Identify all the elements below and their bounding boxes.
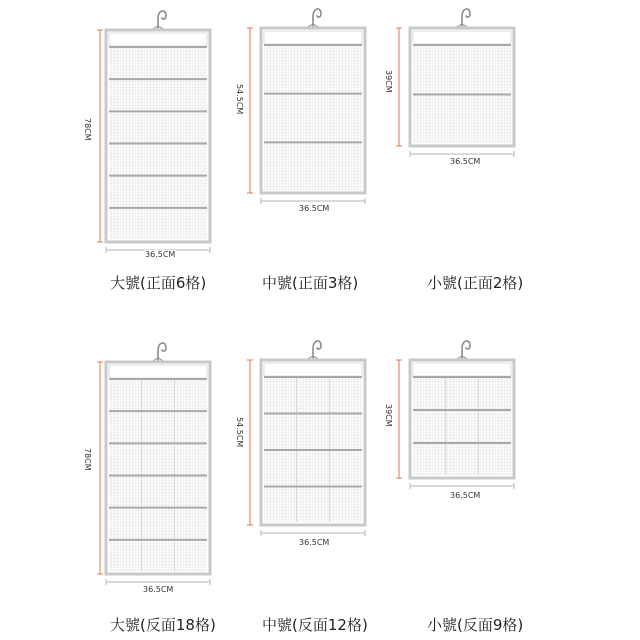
organizer-caption: 小號(正面2格) <box>427 274 524 292</box>
height-label: 39CM <box>384 404 393 427</box>
hanger-strap <box>455 24 469 28</box>
organizer-caption: 大號(正面6格) <box>110 274 207 292</box>
pocket-row <box>109 507 207 539</box>
height-label: 78CM <box>83 448 92 471</box>
organizer-frame <box>106 362 210 574</box>
organizer-caption: 中號(正面3格) <box>262 274 359 292</box>
hanger-strap <box>151 26 165 30</box>
width-label: 36.5CM <box>299 538 330 547</box>
pocket-row <box>264 413 362 450</box>
height-label: 54.5CM <box>235 417 244 448</box>
hanger-hook-icon <box>158 11 166 28</box>
height-label: 39CM <box>384 70 393 93</box>
hanger-hook-icon <box>462 341 470 358</box>
organizer-caption: 大號(反面18格) <box>110 616 216 634</box>
pocket-row <box>413 94 511 144</box>
pocket-row <box>109 110 207 142</box>
pocket-row <box>109 207 207 239</box>
pocket-row <box>109 78 207 110</box>
width-label: 36.5CM <box>450 157 481 166</box>
top-band <box>109 33 207 46</box>
hanger-strap <box>306 24 320 28</box>
hanger-strap <box>151 358 165 362</box>
pocket-row <box>413 376 511 409</box>
pocket-row <box>264 486 362 523</box>
pocket-row <box>109 378 207 410</box>
organizer-frame <box>410 28 514 146</box>
height-label: 54.5CM <box>235 84 244 115</box>
organizer-frame <box>261 360 365 525</box>
organizer-caption: 中號(反面12格) <box>262 616 368 634</box>
top-band <box>413 31 511 44</box>
organizer-frame <box>410 360 514 478</box>
pocket-row <box>264 141 362 190</box>
hanger-strap <box>455 356 469 360</box>
pocket-row <box>109 410 207 442</box>
top-band <box>264 363 362 376</box>
organizer-caption: 小號(反面9格) <box>427 616 524 634</box>
hanger-hook-icon <box>313 9 321 26</box>
pocket-row <box>264 93 362 142</box>
width-label: 36.5CM <box>145 250 176 259</box>
pocket-row <box>264 376 362 413</box>
pocket-row <box>109 475 207 507</box>
height-label: 78CM <box>83 118 92 141</box>
organizer-frame <box>261 28 365 193</box>
pocket-row <box>264 44 362 93</box>
width-label: 36.5CM <box>299 204 330 213</box>
hanger-strap <box>306 356 320 360</box>
top-band <box>264 31 362 44</box>
hanger-hook-icon <box>158 343 166 360</box>
hanger-hook-icon <box>313 341 321 358</box>
hanger-hook-icon <box>462 9 470 26</box>
pocket-row <box>109 442 207 474</box>
organizer-frame <box>106 30 210 242</box>
top-band <box>413 363 511 376</box>
width-label: 36.5CM <box>143 585 174 594</box>
top-band <box>109 365 207 378</box>
pocket-row <box>109 539 207 571</box>
pocket-row <box>413 44 511 94</box>
pocket-row <box>109 46 207 78</box>
pocket-row <box>264 449 362 486</box>
pocket-row <box>413 409 511 442</box>
pocket-row <box>413 442 511 475</box>
pocket-row <box>109 143 207 175</box>
width-label: 36.5CM <box>450 491 481 500</box>
pocket-row <box>109 175 207 207</box>
